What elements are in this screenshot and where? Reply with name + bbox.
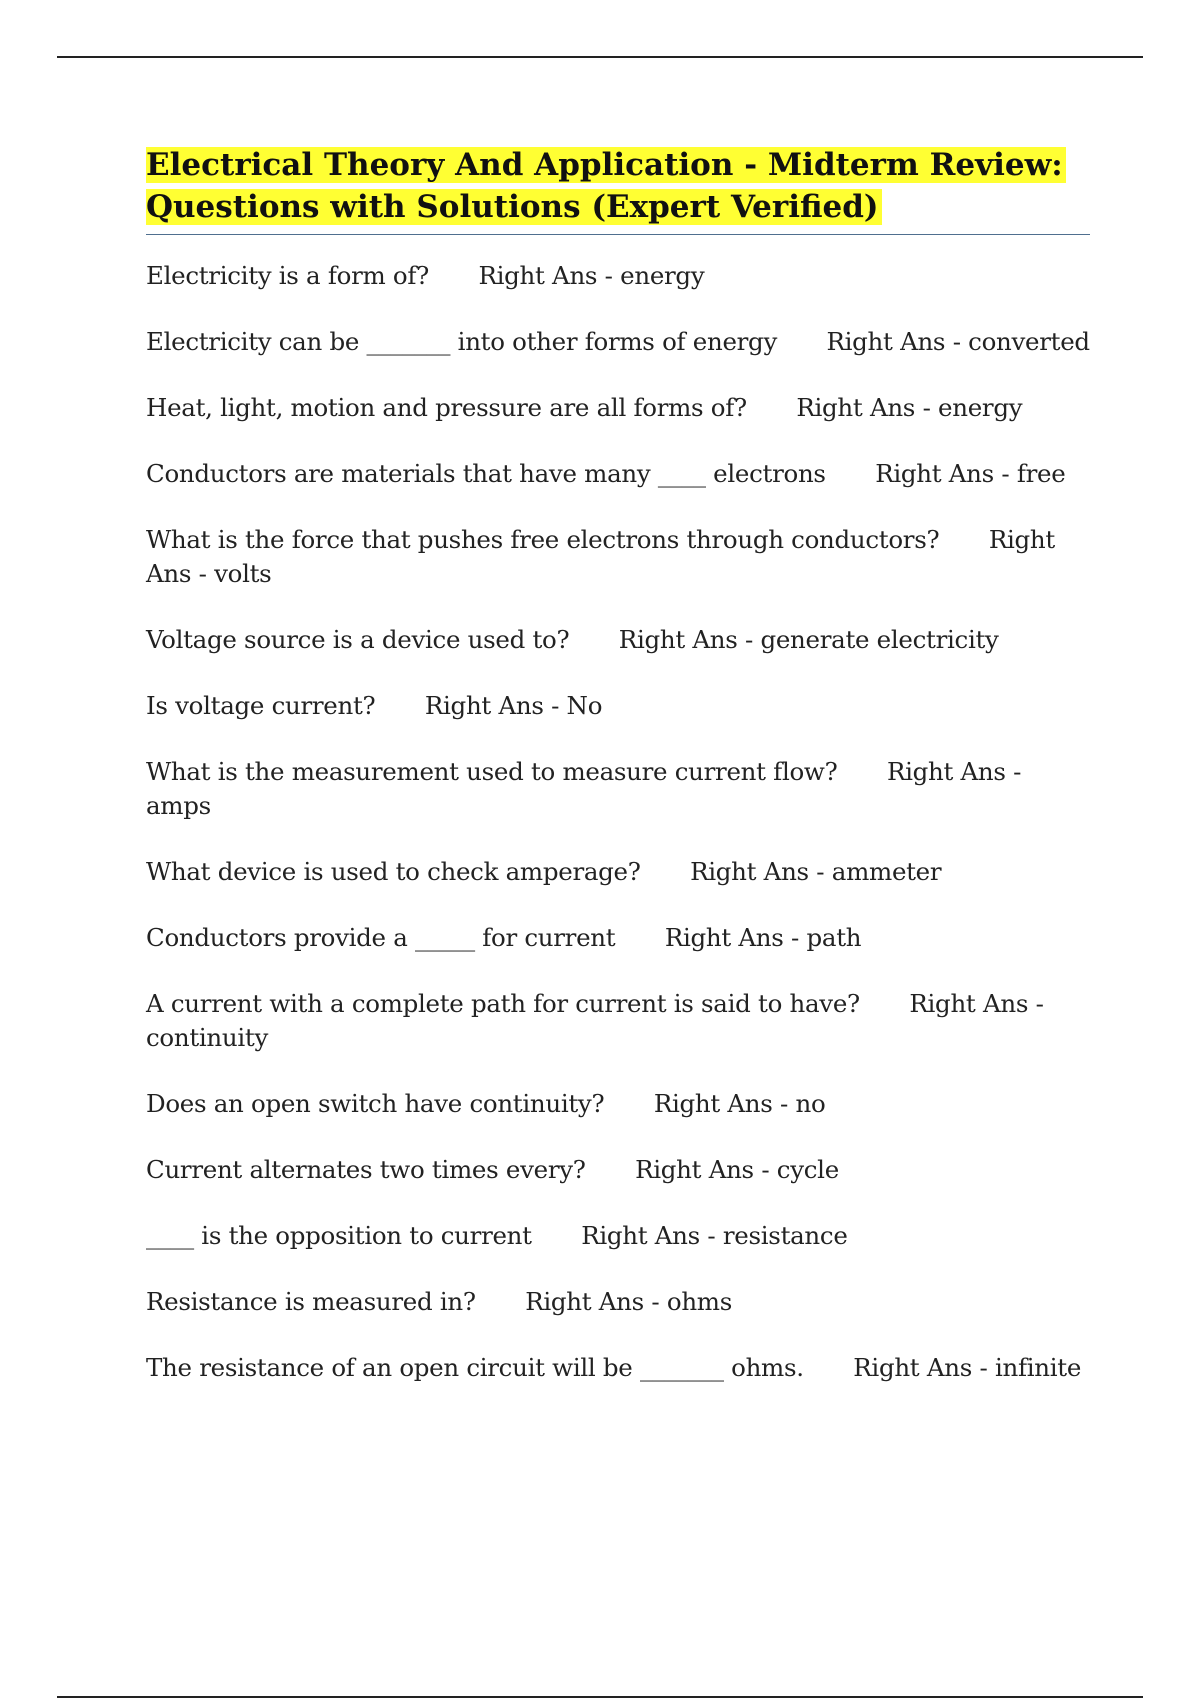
answer-text: Right Ans - No [424, 691, 603, 720]
answer-text: Right Ans - ohms [525, 1287, 732, 1316]
qa-item [146, 1351, 1090, 1385]
qa-item [146, 1285, 1090, 1319]
question-text: What is the measurement used to measure current flow? [146, 757, 838, 786]
qa-item [146, 921, 1090, 955]
answer-text: Right Ans - energy [478, 261, 705, 290]
answer-text: Right Ans - resistance [581, 1221, 848, 1250]
qa-item [146, 1219, 1090, 1253]
question-text: Resistance is measured in? [146, 1287, 476, 1316]
question-text: A current with a complete path for current is said to have? [146, 989, 860, 1018]
question-text: Electricity is a form of? [146, 261, 429, 290]
answer-text: Right Ans - energy [796, 393, 1023, 422]
title-line-2: Questions with Solutions (Expert Verified) [146, 189, 882, 225]
question-text: Electricity can be _______ into other forms of energy [146, 327, 777, 356]
answer-text: Right Ans - continuity [146, 989, 1044, 1052]
question-text: Current alternates two times every? [146, 1155, 586, 1184]
question-text: Conductors are materials that have many ____ electrons [146, 459, 826, 488]
answer-text: Right Ans - path [664, 923, 862, 952]
qa-item [146, 1087, 1090, 1121]
qa-list [146, 259, 1090, 1385]
answer-text: Right Ans - free [875, 459, 1066, 488]
qa-item [146, 1153, 1090, 1187]
qa-item [146, 457, 1090, 491]
qa-item [146, 689, 1090, 723]
question-text: Does an open switch have continuity? [146, 1089, 605, 1118]
answer-text: Right Ans - amps [146, 757, 1022, 820]
question-text: What is the force that pushes free electrons through conductors? [146, 525, 940, 554]
question-text: ____ is the opposition to current [146, 1221, 532, 1250]
question-text: Heat, light, motion and pressure are all forms of? [146, 393, 747, 422]
qa-item [146, 523, 1090, 591]
document-title [146, 144, 1090, 235]
question-text: Voltage source is a device used to? [146, 625, 570, 654]
question-text: Is voltage current? [146, 691, 376, 720]
footer-rule [57, 1696, 1143, 1698]
document-body [146, 144, 1090, 1417]
answer-text: Right Ans - generate electricity [618, 625, 999, 654]
answer-text: Right Ans - volts [146, 525, 1055, 588]
answer-text: Right Ans - ammeter [690, 857, 942, 886]
answer-text: Right Ans - no [653, 1089, 826, 1118]
question-text: The resistance of an open circuit will be _______ ohms. [146, 1353, 804, 1382]
qa-item [146, 259, 1090, 293]
qa-item [146, 755, 1090, 823]
title-line-1: Electrical Theory And Application - Midterm Review: [146, 147, 1066, 183]
qa-item [146, 391, 1090, 425]
header-rule [57, 56, 1143, 58]
qa-item [146, 325, 1090, 359]
answer-text: Right Ans - infinite [853, 1353, 1082, 1382]
qa-item [146, 987, 1090, 1055]
answer-text: Right Ans - cycle [635, 1155, 839, 1184]
qa-item [146, 623, 1090, 657]
qa-item [146, 855, 1090, 889]
answer-text: Right Ans - converted [826, 327, 1090, 356]
question-text: What device is used to check amperage? [146, 857, 641, 886]
question-text: Conductors provide a _____ for current [146, 923, 616, 952]
